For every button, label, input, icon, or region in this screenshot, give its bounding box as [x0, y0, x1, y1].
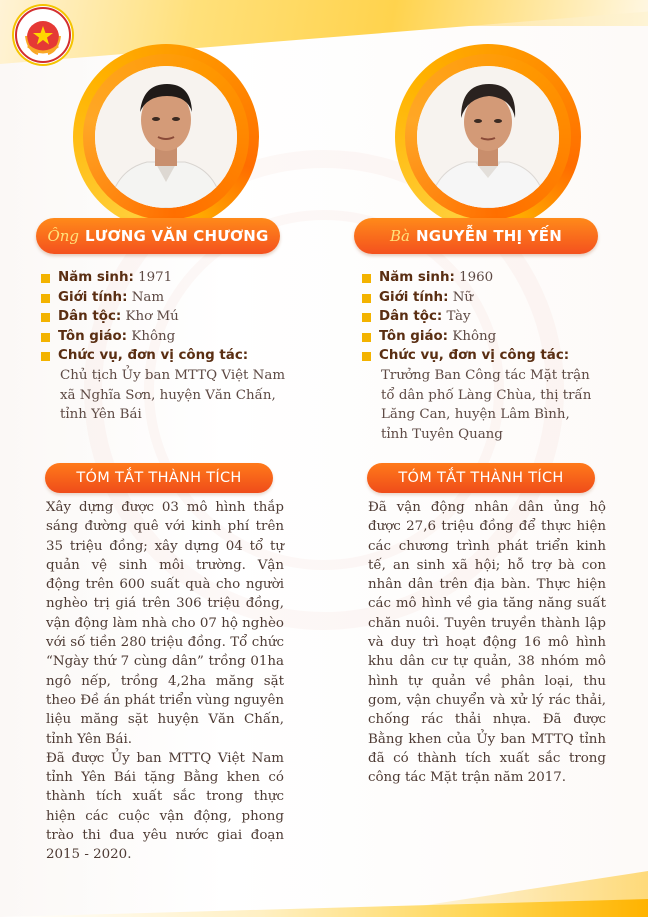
summary-paragraph: Xây dựng được 03 mô hình thắp sáng đường quê với kinh phí trên 35 triệu đồng; xây dựng 04 tổ tự quản vệ sinh môi trường. Vận động trên 600 suất quà cho người nghèo trị giá trên 306 triệu đồng, vận động làm nhà cho 07 hộ nghèo với số tiền 280 triệu đồng. Tổ chức “Ngày thứ 7 cùng dân” trồng 01ha ngô nếp, trồng 4,2ha măng sặt theo Đề án phát triển vùng nguyên liệu măng sặt huyện Văn Chấn, tỉnh Yên Bái. — [46, 500, 284, 747]
position-line: Trưởng Ban Công tác Mặt trận — [381, 367, 590, 383]
info-list-right — [361, 268, 648, 444]
square-bullet-icon — [41, 352, 50, 361]
info-row-ethnicity: Dân tộc: Khơ Mú — [40, 307, 330, 327]
person-name-left: LƯƠNG VĂN CHƯƠNG — [85, 227, 269, 245]
honorific-right: Bà — [390, 227, 410, 245]
position-line: tỉnh Yên Bái — [60, 407, 142, 423]
info-row-gender: Giới tính: Nữ — [361, 288, 648, 308]
info-row-birth-year: Năm sinh: 1971 — [40, 268, 330, 288]
person-name-right: NGUYỄN THỊ YẾN — [415, 227, 562, 245]
honorific-left: Ông — [47, 227, 79, 245]
info-row-birth-year: Năm sinh: 1960 — [361, 268, 648, 288]
square-bullet-icon — [41, 333, 50, 342]
position-line: Lăng Can, huyện Lâm Bình, — [381, 407, 570, 423]
square-bullet-icon — [362, 294, 371, 303]
position-line: Chủ tịch Ủy ban MTTQ Việt Nam — [60, 367, 286, 383]
square-bullet-icon — [41, 294, 50, 303]
summary-text-left — [46, 498, 284, 865]
info-row-position: Chức vụ, đơn vị công tác: — [361, 346, 648, 366]
square-bullet-icon — [362, 274, 371, 283]
portrait-frame-left — [73, 44, 259, 230]
portrait-frame-right — [395, 44, 581, 230]
square-bullet-icon — [41, 313, 50, 322]
info-row-position: Chức vụ, đơn vị công tác: — [40, 346, 330, 366]
square-bullet-icon — [362, 352, 371, 361]
position-line: tổ dân phố Làng Chùa, thị trấn — [381, 387, 592, 403]
square-bullet-icon — [41, 274, 50, 283]
square-bullet-icon — [362, 313, 371, 322]
name-banner-left — [36, 218, 280, 254]
summary-heading-right: TÓM TẮT THÀNH TÍCH — [367, 463, 595, 493]
summary-paragraph: Đã được Ủy ban MTTQ Việt Nam tỉnh Yên Bái tặng Bằng khen có thành tích xuất sắc trong thực hiện các cuộc vận động, phong trào thi đua yêu nước giai đoạn 2015 - 2020. — [46, 750, 284, 863]
position-line: tỉnh Tuyên Quang — [381, 426, 503, 442]
position-line: xã Nghĩa Sơn, huyện Văn Chấn, — [60, 387, 276, 403]
info-row-religion: Tôn giáo: Không — [40, 327, 330, 347]
summary-paragraph: Đã vận động nhân dân ủng hộ được 27,6 triệu đồng để thực hiện các chương trình phát triển kinh tế, an sinh xã hội; hỗ trợ bà con nhân dân trên địa bàn. Thực hiện các mô hình về gia tăng năng suất chăn nuôi. Tuyên truyền thành lập và duy trì hoạt động 16 mô hình khu dân cư tự quản, 38 nhóm mô hình tự quản về phân loại, thu gom, vận chuyển và xử lý rác thải, chống rác thải nhựa. Đã được Bằng khen của Ủy ban MTTQ tỉnh đã có thành tích xuất sắc trong công tác Mặt trận năm 2017. — [368, 500, 606, 786]
info-row-gender: Giới tính: Nam — [40, 288, 330, 308]
info-row-ethnicity: Dân tộc: Tày — [361, 307, 648, 327]
name-banner-right — [354, 218, 598, 254]
summary-text-right — [368, 498, 606, 787]
square-bullet-icon — [362, 333, 371, 342]
portrait-photo-left — [95, 66, 237, 208]
info-list-left — [40, 268, 330, 425]
info-row-religion: Tôn giáo: Không — [361, 327, 648, 347]
mttq-emblem-icon — [14, 6, 72, 64]
portrait-photo-right — [417, 66, 559, 208]
summary-heading-left: TÓM TẮT THÀNH TÍCH — [45, 463, 273, 493]
